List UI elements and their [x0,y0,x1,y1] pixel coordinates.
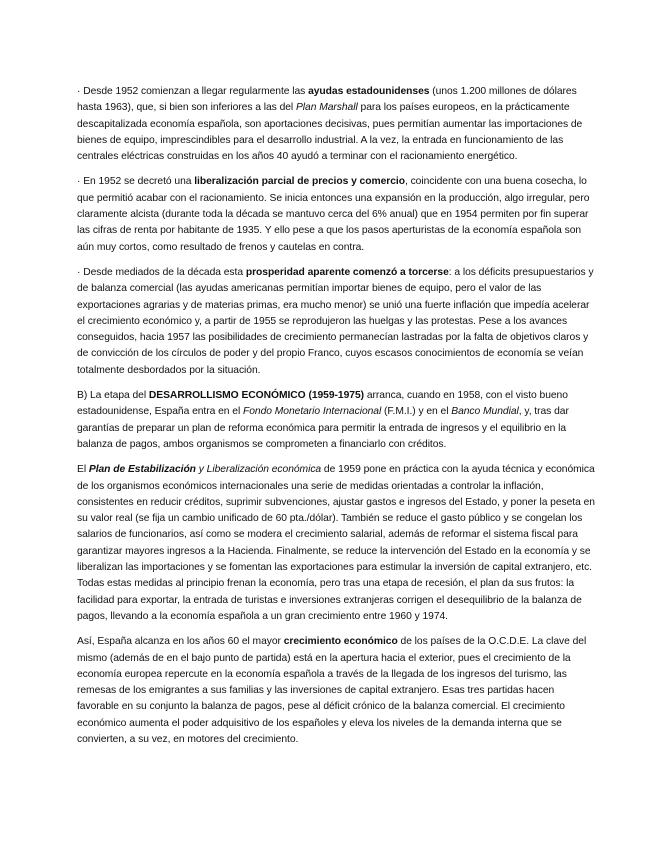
bold-italic-run: Plan de Estabilización [88,464,196,476]
text-run: · En 1952 se decretó una [77,176,195,188]
paragraph-apparent-prosperity [77,265,595,379]
text-run: Así, España alcanza en los años 60 el mayor [77,636,284,648]
paragraph-us-aid [77,84,595,165]
italic-run: Liberalización económica [206,464,322,476]
text-run: · Desde mediados de la década esta [77,266,246,278]
text-run: , y, tras dar garantías de preparar un plan de reforma económica para permitir la entrada de ingresos y el equilibrio en la balanza de pagos, ambos organismos se comprometen a financiarlo con créditos. [77,406,569,450]
paragraph-economic-growth [77,634,595,748]
text-run: de 1959 pone en práctica con la ayuda técnica y económica de los organismos económicos internacionales una serie de medidas orientadas a controlar la inflación, consistentes en reducir créditos, suprimir subvenciones, ajustar gastos e ingresos del Estado, y poner la peseta en su valor real (se fija un cambio unificado de 60 pta./dólar). También se reduce el gasto público y se congelan los salarios de funcionarios, así como se modera el crecimiento salarial, además de reformar el sistema fiscal para garantizar mayores ingresos a la Hacienda. Finalmente, se reduce la intervención del Estado en la economía y se liberalizan las importaciones y se fomentan las exportaciones para estimular la inversión de capital extranjero, etc. Todas estas medidas al principio frenan la economía, pero tras una etapa de recesión, el plan da sus frutos: la facilidad para exportar, la entrada de turistas e inversiones extranjeras corrigen el desequilibrio de la balanza de pagos, llevando a la economía española a un gran crecimiento entre 1960 y 1974. [77,464,595,622]
bold-run: liberalización parcial de precios y comercio [194,176,405,188]
italic-run: Plan Marshall [295,102,358,114]
paragraph-desarrollismo [77,388,595,453]
text-run: arranca, cuando en 1958, con el visto bueno estadounidense, España entra en el [77,390,568,418]
text-run: El [77,464,89,476]
text-run: (F.M.I.) y en el [381,406,452,418]
text-run: B) La etapa del [77,390,149,402]
paragraph-stabilization-plan [77,462,595,625]
italic-run: y [195,464,207,476]
text-run: para los países europeos, en la prácticamente descapitalizada economía española, son aportaciones decisivas, pues permitían aumentar las importaciones de bienes de equipo, imprescindibles para el desarrollo industrial. A la vez, la entrada en funcionamiento de las centrales eléctricas construidas en los años 40 ayudó a terminar con el racionamiento energético. [77,102,583,163]
bold-run: DESARROLLISMO ECONÓMICO (1959-1975) [148,390,365,402]
bold-run: crecimiento económico [283,636,398,648]
text-run: : a los déficits presupuestarios y de balanza comercial (las ayudas americanas permitían importar bienes de equipo, pero el valor de las exportaciones agrarias y de materias primas, era mucho menor) se unió una fuerte inflación que impedía acelerar el crecimiento económico y, a partir de 1955 se reprodujeron las huelgas y las protestas. Pese a los avances conseguidos, hacia 1957 las posibilidades de crecimiento permanecían lastradas por la falta de objetivos claros y de convicción de los círculos de poder y del propio Franco, cuyos escasos conocimientos de economía se veían totalmente desbordados por la situación. [77,266,594,376]
text-run: , coincidente con una buena cosecha, lo que permitió acabar con el racionamiento. Se inicia entonces una expansión en la producción, algo irregular, pero claramente alcista (durante toda la década se mantuvo cerca del 6% anual) que en 1954 permiten por fin superar las cifras de renta por habitante de 1935. Y ello pese a que los pasos aperturistas de la economía española son aún muy cortos, como resultado de frenos y cautelas en contra. [77,176,590,253]
text-run: · Desde 1952 comienzan a llegar regularmente las [77,86,309,97]
bold-run: ayudas estadounidenses [308,86,430,97]
paragraph-liberalization-1952 [77,174,595,255]
italic-run: Banco Mundial [451,406,519,418]
italic-run: Fondo Monetario Internacional [243,406,382,418]
text-run: de los países de la O.C.D.E. La clave del mismo (además de en el bajo punto de partida) está en la apertura hacia el exterior, pues el crecimiento de la economía europea repercute en la economía española a través de la llegada de los ingresos del turismo, las remesas de los emigrantes a sus familias y las inversiones de capital extranjero. Esas tres partidas hacen favorable en su conjunto la balanza de pagos, pese al déficit crónico de la balanza comercial. El crecimiento económico aumenta el poder adquisitivo de los españoles y eleva los niveles de la demanda interna que se convierten, a su vez, en motores del crecimiento. [77,636,587,745]
bold-run: prosperidad aparente comenzó a torcerse [245,266,449,278]
text-run: (unos 1.200 millones de dólares hasta 1963), que, si bien son inferiores a las del [77,86,577,114]
